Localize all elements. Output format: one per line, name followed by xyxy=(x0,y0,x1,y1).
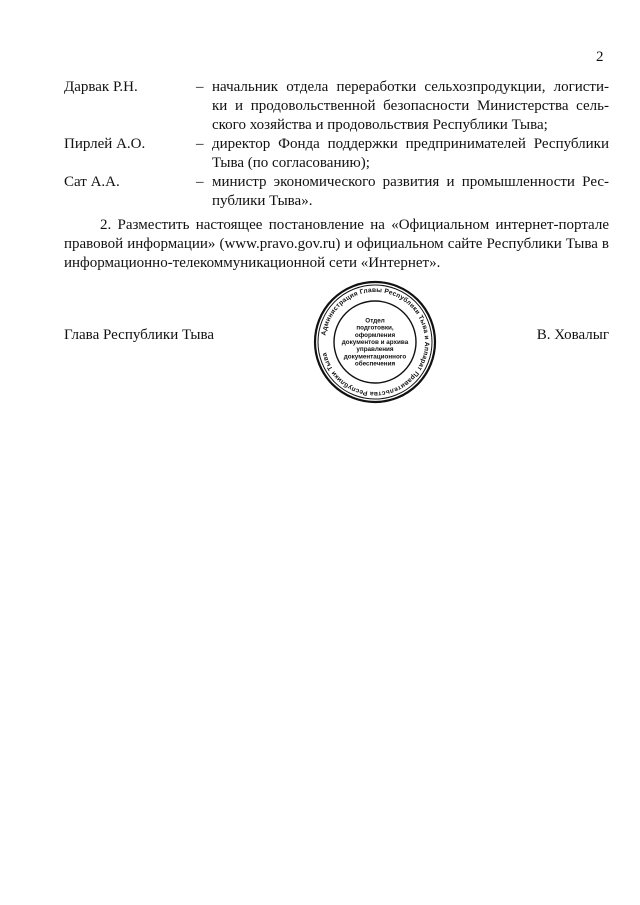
member-dash: – xyxy=(196,136,204,152)
seal-outer-text: Администрация Главы Республики Тыва и Аппарат Правительства Республики Тыва xyxy=(320,286,431,398)
seal-center-line: обеспечения xyxy=(354,360,396,368)
official-seal xyxy=(313,280,437,404)
member-row xyxy=(64,78,609,135)
member-role xyxy=(212,135,609,173)
seal-center-line: Отдел xyxy=(365,317,385,325)
signature-name: В. Ховалыг xyxy=(536,327,609,343)
member-list xyxy=(64,78,609,211)
seal-center-line: подготовки, xyxy=(356,324,394,332)
member-role-line: ки и продовольственной безопасности Министерства сель- xyxy=(212,98,609,114)
paragraph-line: информационно-телекоммуникационной сети «Интернет». xyxy=(64,255,441,271)
paragraph-2 xyxy=(64,216,609,273)
member-role-line: публики Тыва». xyxy=(212,193,313,209)
seal-center-line: документов и архива xyxy=(341,339,409,346)
member-role-line: министр экономического развития и промышленности Рес- xyxy=(212,174,609,190)
member-name: Сат А.А. xyxy=(64,174,120,190)
seal-center-line: оформления xyxy=(354,331,396,339)
member-role xyxy=(212,78,609,135)
page-number: 2 xyxy=(596,49,604,65)
member-role-line: Тыва (по согласованию); xyxy=(212,155,370,171)
paragraph-line: 2. Разместить настоящее постановление на «Официальном интернет-портале xyxy=(100,217,609,233)
member-name: Пирлей А.О. xyxy=(64,136,146,152)
member-dash: – xyxy=(196,174,204,190)
signature-position: Глава Республики Тыва xyxy=(64,327,215,343)
seal-center-line: управления xyxy=(356,346,394,354)
member-dash: – xyxy=(196,79,204,95)
member-name: Дарвак Р.Н. xyxy=(64,79,138,95)
member-row xyxy=(64,135,609,173)
member-role xyxy=(212,173,609,211)
member-role-line: начальник отдела переработки сельхозпродукции, логисти- xyxy=(212,79,609,95)
member-role-line: директор Фонда поддержки предпринимателей Республики xyxy=(212,136,609,152)
seal-center-line: документационного xyxy=(343,353,407,361)
member-role-line: ского хозяйства и продовольствия Республики Тыва; xyxy=(212,117,548,133)
member-row xyxy=(64,173,609,211)
paragraph-line: правовой информации» (www.pravo.gov.ru) и официальном сайте Республики Тыва в xyxy=(64,236,609,252)
